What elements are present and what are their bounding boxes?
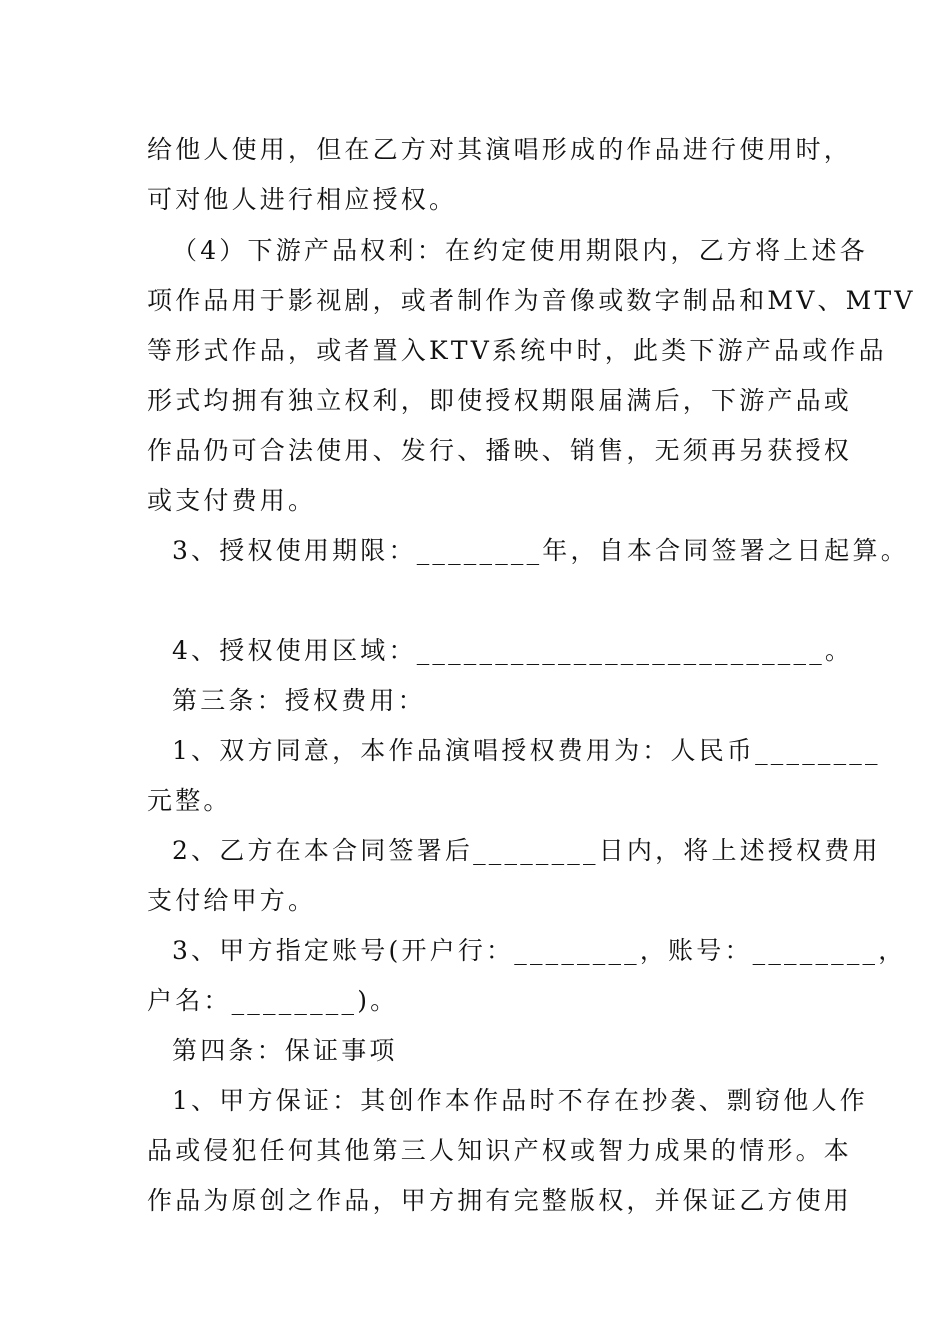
bank-account-line: 3、甲方指定账号(开户行：________，账号：________， — [172, 936, 907, 965]
body-text-line: 项作品用于影视剧，或者制作为音像或数字制品和MV、MTV — [147, 286, 916, 315]
license-term-line: 3、授权使用期限：________年，自本合同签署之日起算。 — [172, 536, 909, 565]
body-text-line: 形式均拥有独立权利，即使授权期限届满后，下游产品或 — [147, 386, 853, 415]
body-text-line: 支付给甲方。 — [147, 886, 317, 915]
body-text-line: 元整。 — [147, 786, 232, 815]
body-text-line: 作品为原创之作品，甲方拥有完整版权，并保证乙方使用 — [147, 1186, 853, 1215]
article-three-heading: 第三条：授权费用： — [172, 686, 426, 715]
body-text-line: 品或侵犯任何其他第三人知识产权或智力成果的情形。本 — [147, 1136, 853, 1165]
body-text-line: 给他人使用，但在乙方对其演唱形成的作品进行使用时， — [147, 135, 853, 164]
body-text-line: 或支付费用。 — [147, 486, 317, 515]
license-region-line: 4、授权使用区域：__________________________。 — [172, 636, 854, 665]
payment-deadline-line: 2、乙方在本合同签署后________日内，将上述授权费用 — [172, 836, 881, 865]
fee-amount-line: 1、双方同意，本作品演唱授权费用为：人民币________ — [172, 736, 881, 765]
body-text-line: 作品仍可合法使用、发行、播映、销售，无须再另获授权 — [147, 436, 853, 465]
body-text-line: 等形式作品，或者置入KTV系统中时，此类下游产品或作品 — [147, 336, 887, 365]
body-text-line: 可对他人进行相应授权。 — [147, 185, 458, 214]
article-four-heading: 第四条：保证事项 — [172, 1036, 398, 1065]
body-text-line: 户名：________)。 — [147, 986, 399, 1015]
clause-heading-downstream-rights: （4）下游产品权利：在约定使用期限内，乙方将上述各 — [172, 236, 868, 265]
warranty-line: 1、甲方保证：其创作本作品时不存在抄袭、剽窃他人作 — [172, 1086, 868, 1115]
